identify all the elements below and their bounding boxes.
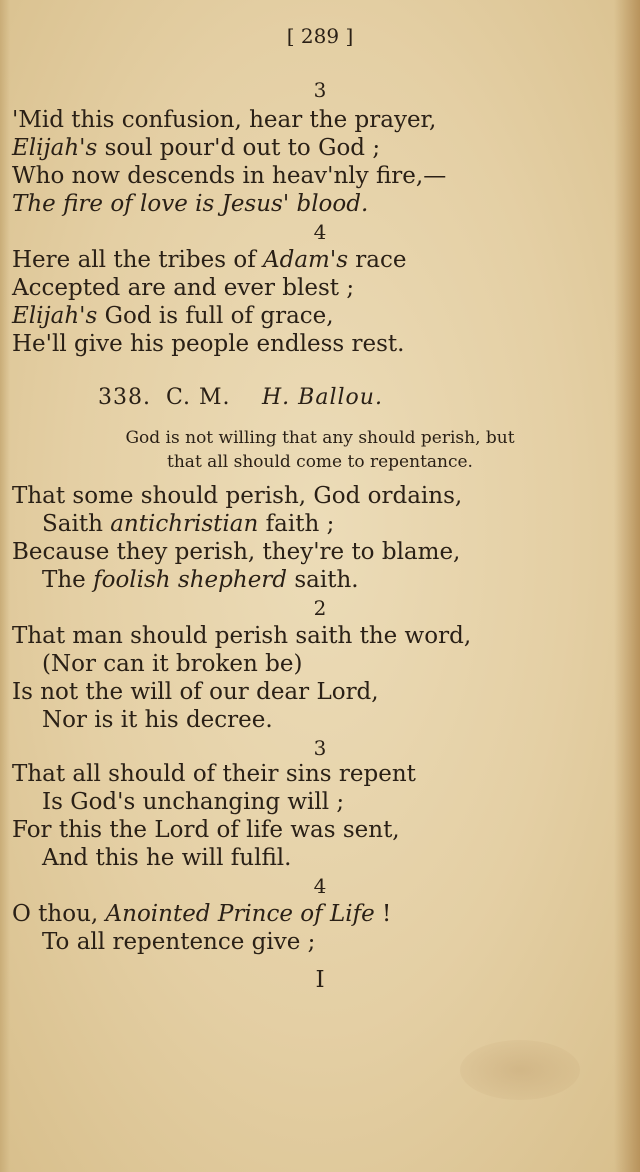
verse-line xyxy=(42,566,359,594)
line-text: faith ; xyxy=(258,511,335,537)
line-text: Here all the tribes of xyxy=(12,247,264,273)
verse-line xyxy=(42,510,334,538)
name-italic: Elijah's xyxy=(12,303,98,329)
verse-number: 2 xyxy=(313,596,327,620)
verse-line: Accepted are and ever blest ; xyxy=(12,275,355,301)
verse-line: That all should of their sins repent xyxy=(12,761,416,787)
line-text: O thou, xyxy=(12,901,106,927)
verse-line: Because they perish, they're to blame, xyxy=(12,539,461,565)
page-edge-right xyxy=(614,0,640,1172)
verse-line: 'Mid this confusion, hear the prayer, xyxy=(12,107,437,133)
line-text: Saith xyxy=(42,511,111,537)
verse-line xyxy=(12,246,407,274)
hymn-author: H. Ballou. xyxy=(262,385,383,410)
epigraph-line: God is not willing that any should perish, but xyxy=(125,428,515,448)
verse-line: To all repentence give ; xyxy=(42,929,316,955)
verse-line: The fire of love is Jesus' blood. xyxy=(12,191,369,217)
line-text: God is full of grace, xyxy=(97,303,334,329)
verse-line: And this he will fulfil. xyxy=(42,845,292,871)
verse-line: For this the Lord of life was sent, xyxy=(12,817,400,843)
name-italic: Adam's xyxy=(263,247,348,273)
word-italic: Anointed Prince of Life xyxy=(105,901,375,927)
page-edge-left xyxy=(0,0,10,1172)
word-italic: foolish shepherd xyxy=(93,567,288,593)
page-number: [ 289 ] xyxy=(286,24,354,48)
verse-line: (Nor can it broken be) xyxy=(42,651,303,677)
signature-mark: I xyxy=(315,967,325,993)
verse-line: Is not the will of our dear Lord, xyxy=(12,679,379,705)
verse-line: That man should perish saith the word, xyxy=(12,623,472,649)
verse-line: He'll give his people endless rest. xyxy=(12,331,405,357)
hymn-number: 338. xyxy=(98,385,151,410)
verse-line: That some should perish, God ordains, xyxy=(12,483,463,509)
verse-line xyxy=(12,302,334,330)
line-text: soul pour'd out to God ; xyxy=(97,135,381,161)
verse-line: Nor is it his decree. xyxy=(42,707,273,733)
line-text: The xyxy=(42,567,94,593)
hymn-meter: C. M. xyxy=(166,385,231,410)
epigraph-line: that all should come to repentance. xyxy=(167,452,473,472)
name-italic: Elijah's xyxy=(12,135,98,161)
word-italic: antichristian xyxy=(110,511,259,537)
line-text: ! xyxy=(374,901,392,927)
line-text: race xyxy=(348,247,407,273)
verse-number: 3 xyxy=(313,78,327,102)
verse-number: 3 xyxy=(313,736,327,760)
verse-number: 4 xyxy=(313,220,327,244)
verse-line xyxy=(12,134,380,162)
line-text: saith. xyxy=(287,567,359,593)
paper-stain xyxy=(460,1040,580,1100)
verse-line xyxy=(12,900,391,928)
verse-number: 4 xyxy=(313,874,327,898)
verse-line: Who now descends in heav'nly fire,— xyxy=(12,163,447,189)
verse-line: Is God's unchanging will ; xyxy=(42,789,345,815)
